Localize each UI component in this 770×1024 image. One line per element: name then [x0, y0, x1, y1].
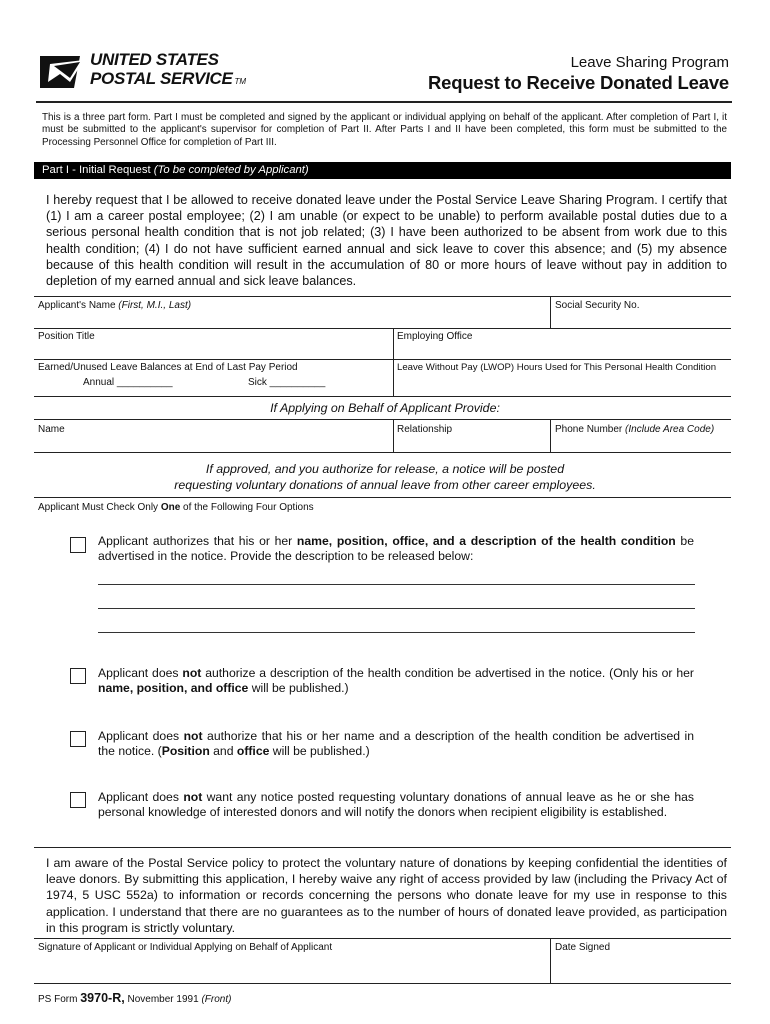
o1-b: name, position, office, and a description of the health condition: [296, 534, 676, 548]
name-label: Name: [38, 424, 65, 435]
footer-c: November 1991: [124, 994, 202, 1005]
check-instruction: [38, 502, 314, 513]
program-name: Leave Sharing Program: [570, 54, 729, 71]
applicant-name-text: Applicant's Name: [38, 300, 119, 311]
option3-text: [98, 729, 694, 760]
ssn-label: Social Security No.: [555, 300, 640, 311]
relationship-label: Relationship: [397, 424, 453, 435]
option2-text: [98, 666, 694, 697]
grid-v2: [393, 328, 394, 396]
option2-checkbox[interactable]: [70, 668, 86, 684]
o3-b: not: [183, 729, 203, 743]
relationship-field[interactable]: [396, 436, 548, 451]
check-instruction-a: Applicant Must Check Only: [38, 502, 161, 513]
name-field[interactable]: [36, 436, 391, 451]
part1-title-hint: (To be completed by Applicant): [153, 164, 309, 176]
o1-a: Applicant authorizes that his or her: [98, 534, 297, 548]
o4-a: Applicant does: [98, 790, 184, 804]
footer-a: PS Form: [38, 994, 81, 1005]
footer-d: (Front): [201, 994, 232, 1005]
applicant-name-hint: (First, M.I., Last): [118, 300, 192, 311]
notice-line1: If approved, and you authorize for release, a notice will be posted: [205, 462, 565, 476]
position-title-label: Position Title: [38, 331, 95, 342]
behalf-top: [34, 419, 731, 420]
check-instruction-c: of the Following Four Options: [180, 502, 314, 513]
behalf-bottom: [34, 452, 731, 453]
description-line-3[interactable]: [98, 632, 695, 633]
o3-g: will be published.): [269, 744, 370, 759]
intro-text: This is a three part form. Part I must be completed and signed by the applicant or individual applying on behalf of the applicant. After completion of Part I, it must be submitted to the applicant's supervisor for completion of Part II. After Parts I and II have been completed, this form must be submitted to the Processing Personnel Office for completion of Part III.: [42, 112, 727, 148]
option1-checkbox[interactable]: [70, 537, 86, 553]
waiver-text: I am aware of the Postal Service policy to protect the voluntary nature of donations by keeping confidential the identities of leave donors. By submitting this application, I hereby waive any right of access provided by law (including the Privacy Act of 1974, 5 USC 552a) to information or records concerning the persons who donate leave for my use in response to this application. I understand that there are no guarantees as to the number of hours of donated leave provided, as participation in this program is strictly voluntary.: [46, 856, 727, 935]
waiver-rule: [34, 847, 731, 848]
lwop-label: Leave Without Pay (LWOP) Hours Used for This Personal Health Condition: [397, 362, 717, 373]
behalf-v1: [393, 419, 394, 452]
o3-f: office: [236, 744, 270, 759]
o1-c: be advertised in the notice. Provide the description to be released below:: [98, 534, 694, 564]
option3-checkbox[interactable]: [70, 731, 86, 747]
applicant-name-label: [38, 300, 191, 311]
grid-row3-bottom: [34, 396, 731, 397]
o4-c: want any notice posted requesting voluntary donations of annual leave as he or she has personal knowledge of interested donors and will notify the donors when recipient eligibility is established.: [98, 790, 694, 820]
description-line-1[interactable]: [98, 584, 695, 585]
grid-row2-bottom: [34, 359, 731, 360]
annual-field[interactable]: Annual __________: [83, 377, 173, 388]
eagle-icon: [40, 52, 92, 92]
form-title: Request to Receive Donated Leave: [427, 72, 729, 93]
usps-logo: [40, 50, 250, 94]
applicant-name-field[interactable]: [36, 312, 548, 327]
option1-text: [98, 534, 694, 565]
signature-label: Signature of Applicant or Individual Applying on Behalf of Applicant: [38, 942, 333, 953]
grid-v1: [550, 296, 551, 328]
grid-row1-bottom: [34, 328, 731, 329]
behalf-heading: If Applying on Behalf of Applicant Provide:: [270, 401, 500, 415]
grid-top: [34, 296, 731, 297]
signature-top: [34, 938, 731, 939]
option4-checkbox[interactable]: [70, 792, 86, 808]
phone-text: Phone Number: [555, 424, 626, 435]
sick-field[interactable]: Sick __________: [248, 377, 326, 388]
logo-tm: TM: [234, 77, 247, 86]
part1-bar: [34, 162, 731, 179]
logo-line1: UNITED STATES: [90, 50, 219, 69]
o3-e: and: [209, 744, 237, 759]
employing-office-field[interactable]: [396, 343, 729, 358]
o2-a: Applicant does: [98, 666, 183, 680]
o3-a: Applicant does: [98, 729, 184, 743]
employing-office-label: Employing Office: [397, 331, 473, 342]
logo-line2-wrap: [90, 69, 246, 89]
check-instruction-b: One: [160, 502, 181, 513]
footer-b: 3970-R,: [80, 991, 125, 1005]
options-rule: [34, 497, 731, 498]
o3-d: Position: [161, 744, 210, 759]
o3-c: authorize that his or her name and a description of the health condition be advertised in the notice. (: [98, 729, 694, 759]
o2-e: will be published.): [248, 681, 349, 696]
phone-hint: (Include Area Code): [625, 424, 715, 435]
o2-b: not: [182, 666, 202, 680]
header-rule: [36, 101, 732, 103]
signature-v: [550, 938, 551, 983]
phone-label: [555, 424, 714, 435]
signature-field[interactable]: [36, 955, 548, 981]
o2-c: authorize a description of the health condition be advertised in the notice. (Only his or her: [201, 666, 694, 680]
part1-title: Part I - Initial Request: [42, 164, 154, 176]
description-line-2[interactable]: [98, 608, 695, 609]
leave-balances-label: Earned/Unused Leave Balances at End of Last Pay Period: [38, 362, 298, 373]
date-signed-label: Date Signed: [555, 942, 611, 953]
phone-field[interactable]: [553, 436, 729, 451]
date-signed-field[interactable]: [553, 955, 729, 981]
notice-line2: requesting voluntary donations of annual leave from other career employees.: [174, 478, 596, 492]
form-footer: [38, 991, 231, 1005]
ssn-field[interactable]: [553, 312, 729, 327]
certification-text: I hereby request that I be allowed to receive donated leave under the Postal Service Leave Sharing Program. I certify that (1) I am a career postal employee; (2) I am unable (or expect to be unable) to perform available postal duties due to a serious personal health condition that is not job related; (3) I have been authorized to be absent from work due to this health condition; (4) I do not have sufficient earned annual and sick leave to cover this absence; and (5) my absence because of this health condition will result in the accumulation of 80 or more hours of leave without pay in addition to depletion of my earned annual and sick leave balances.: [46, 193, 727, 289]
lwop-field[interactable]: [396, 376, 729, 394]
behalf-v2: [550, 419, 551, 452]
option4-text: [98, 790, 694, 821]
signature-bottom: [34, 983, 731, 984]
logo-line2: POSTAL SERVICE: [90, 69, 233, 88]
o4-b: not: [183, 790, 203, 804]
position-title-field[interactable]: [36, 343, 391, 358]
o2-d: name, position, and office: [98, 681, 249, 696]
